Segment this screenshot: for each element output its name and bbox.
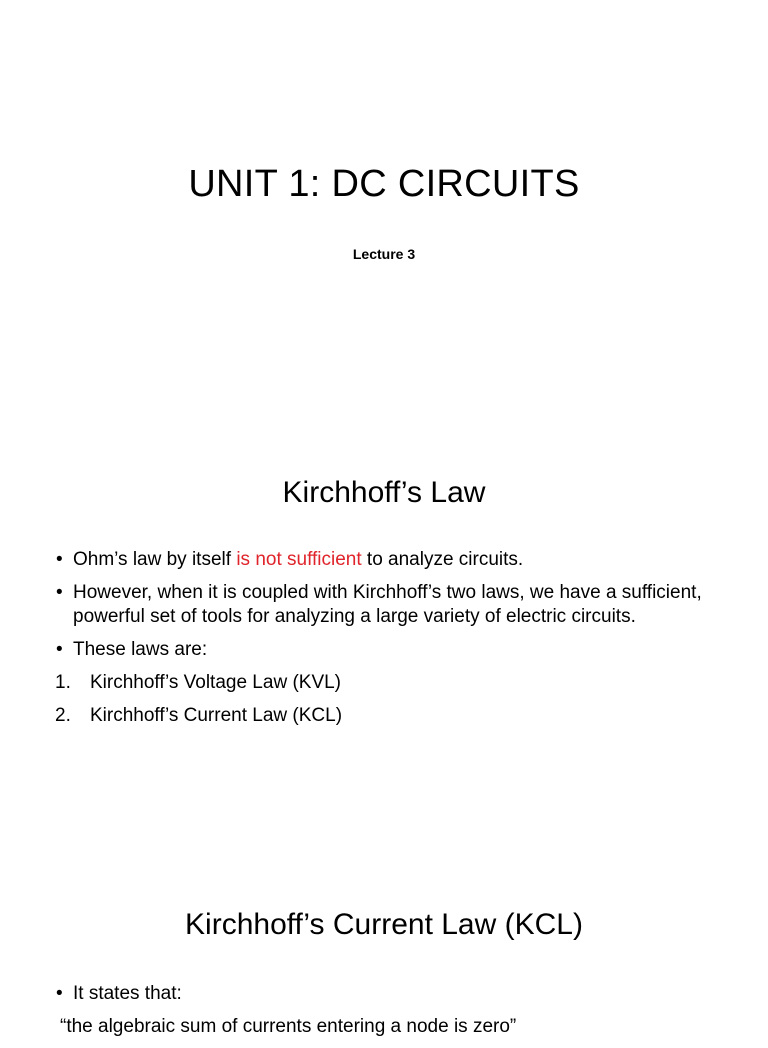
bullet-text: to analyze circuits. — [361, 549, 524, 570]
slide-subtitle: Lecture 3 — [352, 246, 416, 262]
bullet-item — [56, 581, 716, 629]
numbered-text: Kirchhoff’s Voltage Law (KVL) — [90, 672, 342, 693]
number-marker: 1. — [55, 672, 71, 693]
kcl-slide — [0, 860, 768, 1037]
bullet-list — [56, 548, 716, 737]
bullet-text: These laws are: — [73, 639, 208, 660]
bullet-marker: • — [56, 983, 63, 1004]
bullet-item — [56, 548, 716, 572]
slide-heading: Kirchhoff’s Current Law (KCL) — [185, 908, 583, 941]
quote-text: “the algebraic sum of currents entering a node is zero” — [60, 1016, 517, 1037]
bullet-text: It states that: — [73, 983, 182, 1004]
kirchhoff-law-slide — [0, 430, 768, 860]
numbered-item — [55, 704, 715, 728]
bullet-text: However, when it is coupled with Kirchhoff’s two laws, we have a sufficient, powerful set of tools for analyzing a large variety of electric circuits. — [73, 582, 702, 627]
title-slide — [0, 0, 768, 430]
bullet-marker: • — [56, 582, 63, 603]
numbered-item — [55, 671, 715, 695]
number-marker: 2. — [55, 705, 71, 726]
highlighted-text: is not sufficient — [236, 549, 362, 570]
numbered-text: Kirchhoff’s Current Law (KCL) — [90, 705, 343, 726]
bullet-item — [56, 638, 716, 662]
bullet-marker: • — [56, 549, 63, 570]
slide-title: UNIT 1: DC CIRCUITS — [188, 163, 580, 205]
bullet-marker: • — [56, 639, 63, 660]
bullet-list — [56, 982, 716, 1048]
bullet-item — [56, 982, 716, 1006]
bullet-text: Ohm’s law by itself — [73, 549, 237, 570]
slide-heading: Kirchhoff’s Law — [282, 476, 486, 509]
